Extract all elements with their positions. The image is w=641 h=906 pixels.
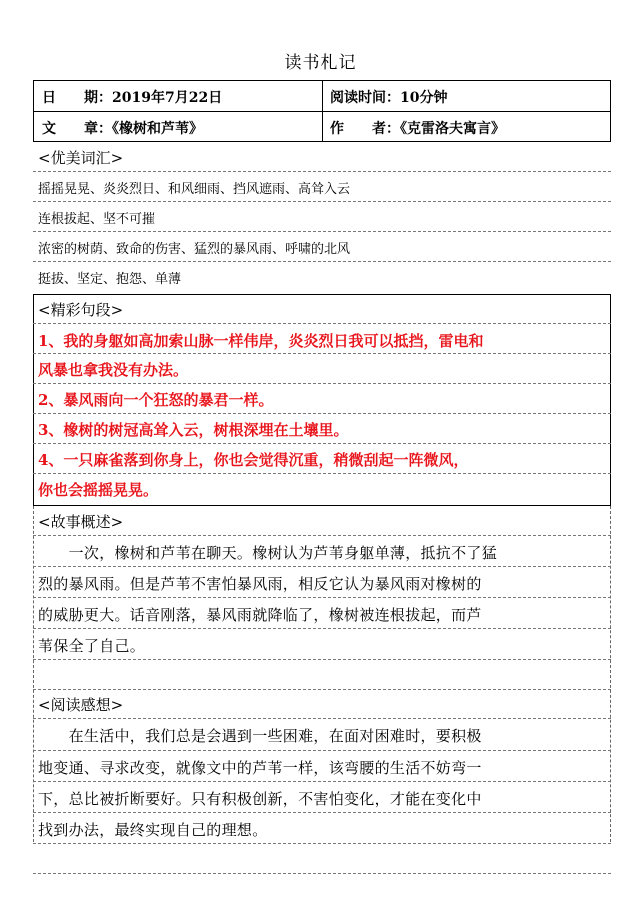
vocab-line: 连根拔起、坚不可摧	[38, 212, 156, 227]
reflection-line: 地变通、寻求改变，就像文中的芦苇一样，该弯腰的生活不妨弯一	[38, 759, 482, 777]
vocab-line: 挺拔、坚定、抱怨、单薄	[38, 272, 182, 287]
sentence-line: 4、一只麻雀落到你身上，你也会觉得沉重，稍微刮起一阵微风，	[38, 451, 469, 469]
reflection-heading: <阅读感想>	[38, 696, 124, 714]
reflection-line: 下，总比被折断要好。只有积极创新，不害怕变化，才能在变化中	[38, 790, 482, 808]
summary-line: 苇保全了自己。	[38, 637, 146, 655]
article-label: 文 章：	[42, 121, 112, 137]
vocab-line: 浓密的树荫、致命的伤害、猛烈的暴风雨、呼啸的北风	[38, 242, 351, 257]
author-label: 作 者：	[330, 121, 400, 137]
vocab-heading: <优美词汇>	[38, 149, 124, 167]
date-field	[42, 87, 222, 107]
sentence-line: 1、我的身躯如高加索山脉一样伟岸，炎炎烈日我可以抵挡，雷电和	[38, 332, 484, 350]
sentence-line: 你也会摇摇晃晃。	[38, 481, 159, 499]
reflection-line: 在生活中，我们总是会遇到一些困难，在面对困难时，要积极	[38, 727, 482, 745]
page-title: 读书札记	[284, 53, 357, 73]
article-field	[42, 118, 203, 138]
author-value: 《克雷洛夫寓言》	[400, 121, 505, 137]
sentence-line: 2、暴风雨向一个狂怒的暴君一样。	[38, 391, 274, 409]
sentence-line: 3、橡树的树冠高耸入云，树根深埋在土壤里。	[38, 421, 349, 439]
reflection-line: 找到办法，最终实现自己的理想。	[38, 821, 268, 839]
summary-line: 一次，橡树和芦苇在聊天。橡树认为芦苇身躯单薄，抵抗不了猛	[38, 544, 498, 562]
vocab-line: 摇摇晃晃、炎炎烈日、和风细雨、挡风遮雨、高耸入云	[38, 182, 351, 197]
sentences-heading: <精彩句段>	[38, 301, 124, 319]
info-table	[33, 80, 611, 142]
sentence-line: 风暴也拿我没有办法。	[38, 361, 189, 379]
reading-time-label: 阅读时间：	[330, 90, 400, 106]
reading-time-value: 10分钟	[400, 90, 448, 106]
summary-heading: <故事概述>	[38, 513, 124, 531]
date-value: 2019年7月22日	[112, 90, 223, 106]
date-label: 日 期：	[42, 90, 112, 106]
summary-line: 烈的暴风雨。但是芦苇不害怕暴风雨，相反它认为暴风雨对橡树的	[38, 575, 482, 593]
summary-line: 的威胁更大。话音刚落，暴风雨就降临了，橡树被连根拔起，而芦	[38, 606, 482, 624]
author-field	[330, 118, 505, 138]
article-value: 《橡树和芦苇》	[112, 121, 203, 137]
reading-time-field	[330, 87, 447, 107]
